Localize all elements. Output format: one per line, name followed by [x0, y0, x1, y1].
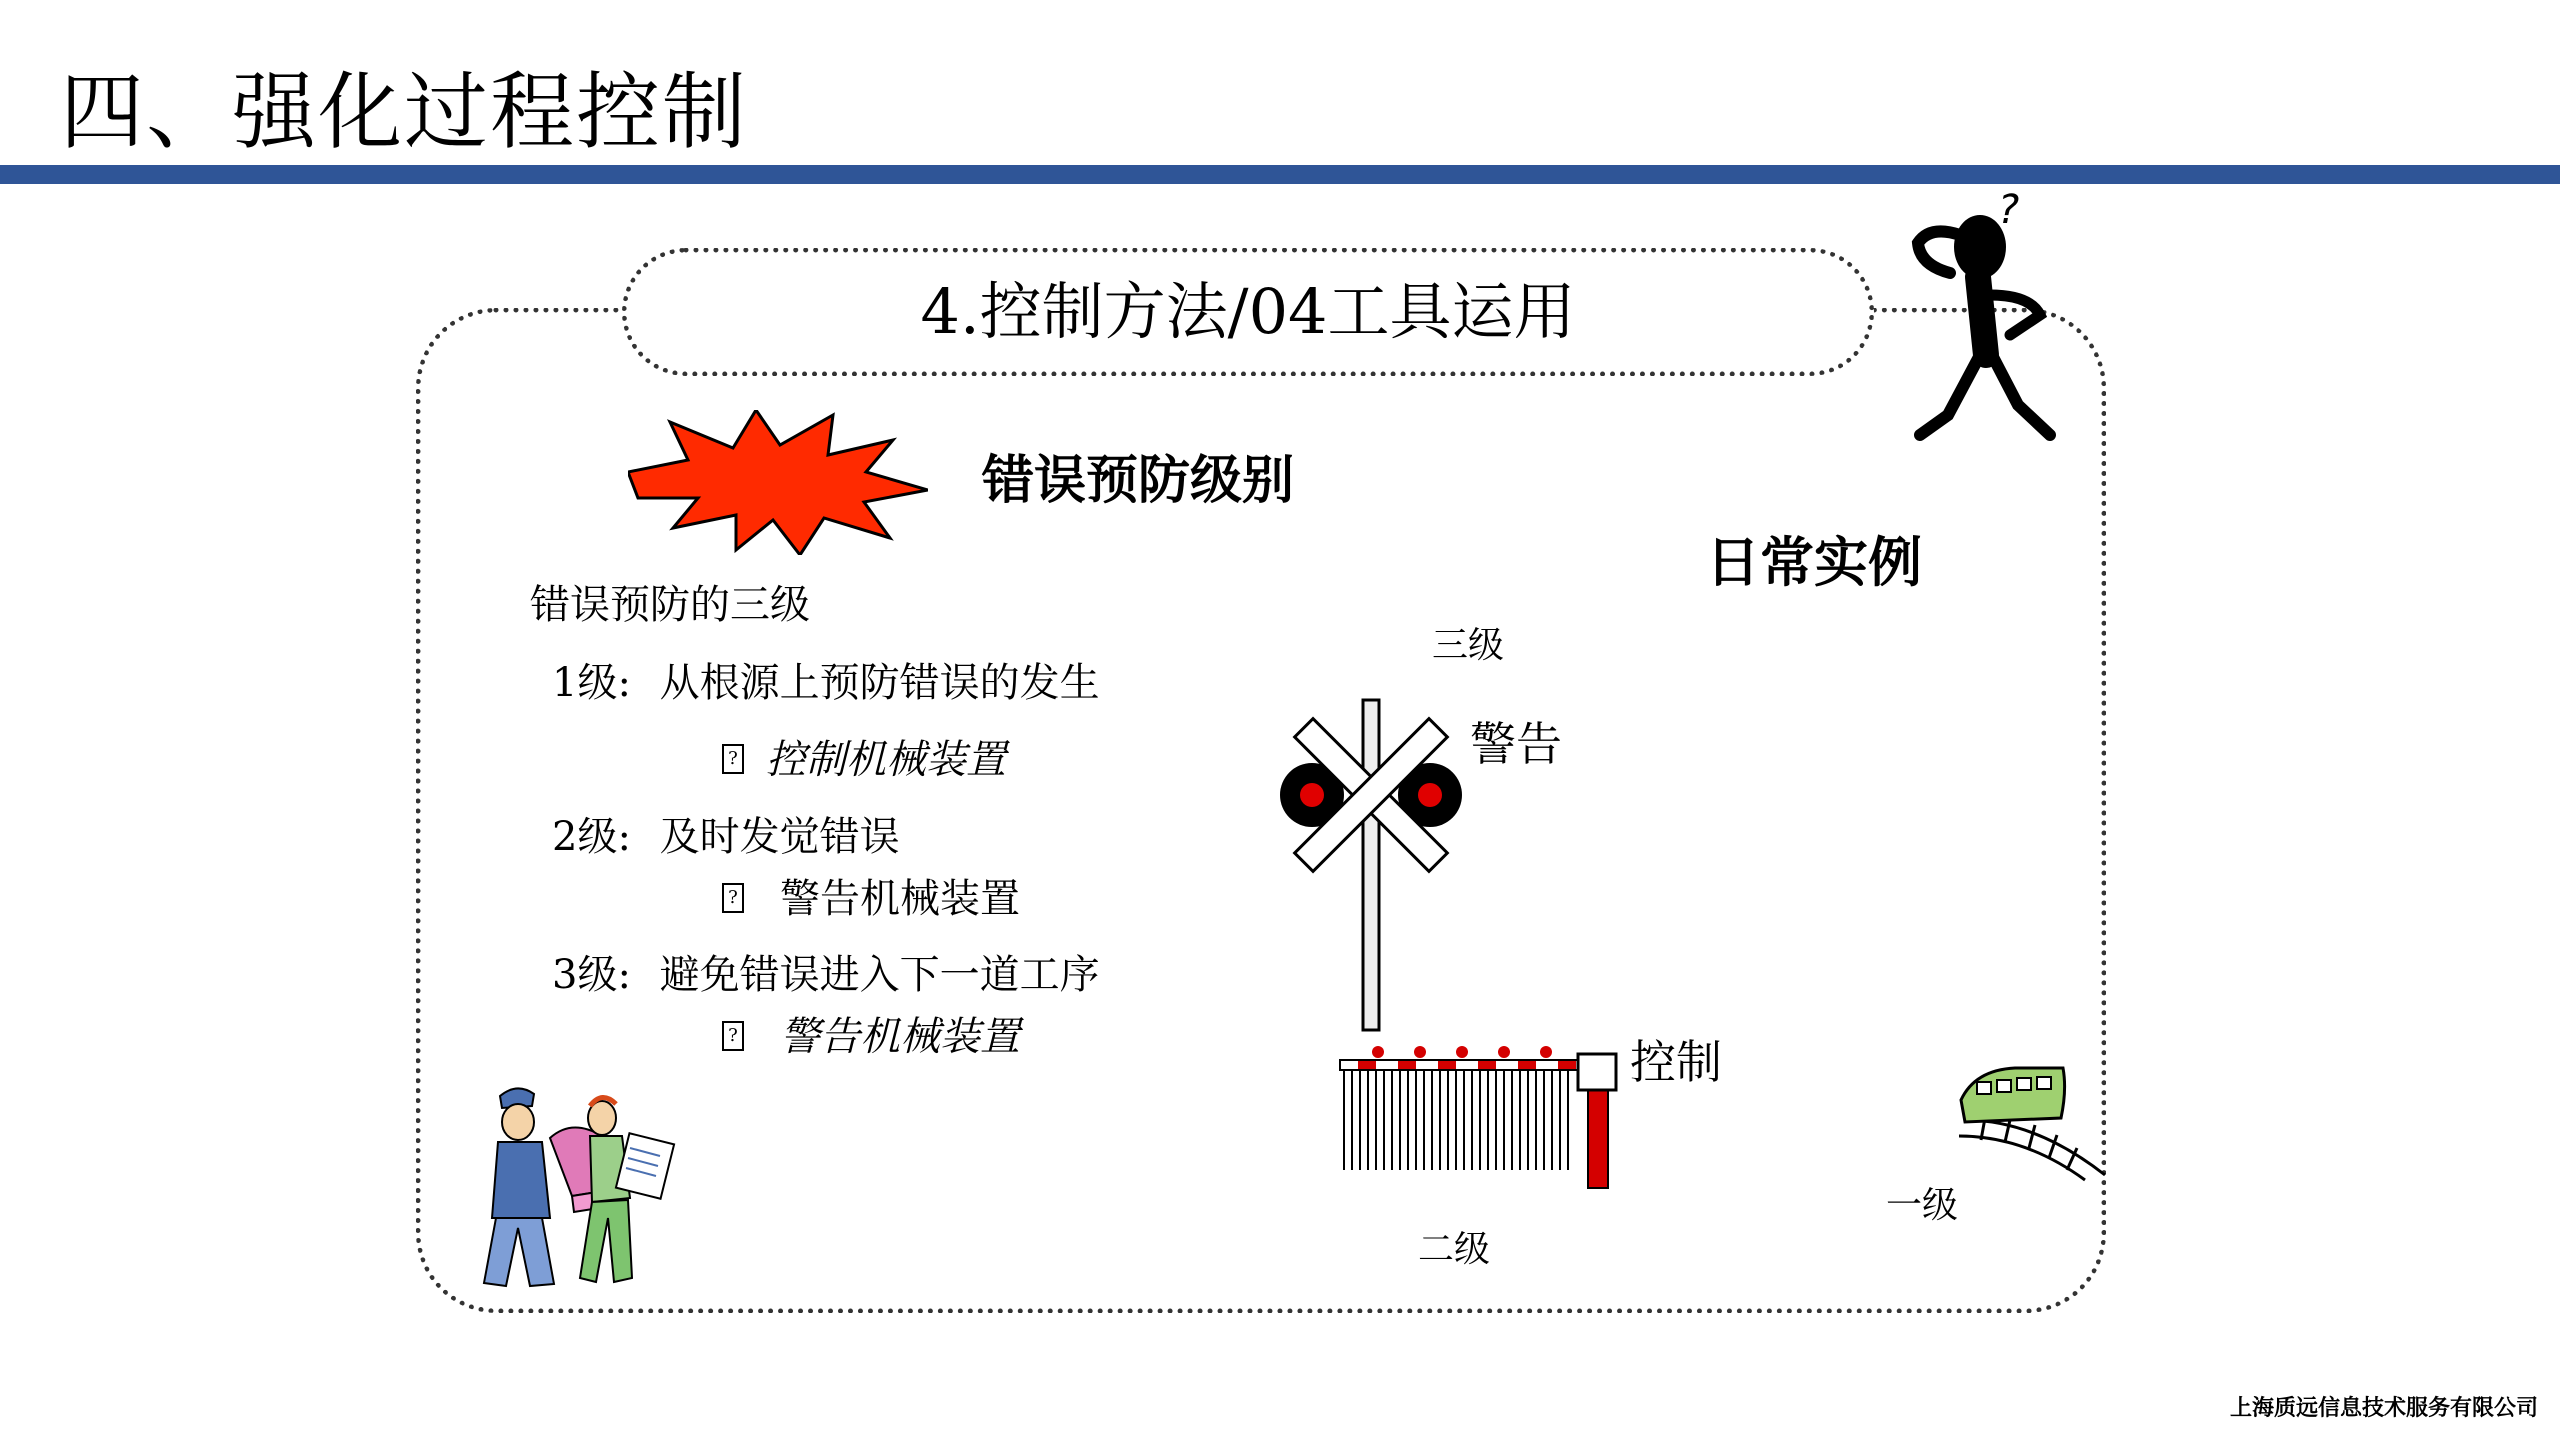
- detail-text: 警告机械装置: [780, 876, 1020, 922]
- detail-text: 警告机械装置: [780, 1014, 1020, 1060]
- train-icon: [1955, 1060, 2115, 1180]
- level-text: 从根源上预防错误的发生: [659, 660, 1100, 706]
- section-title: 4.控制方法/04工具运用: [920, 275, 1576, 348]
- starburst-icon: [628, 410, 928, 555]
- barrier-gate-icon: [1338, 1040, 1624, 1190]
- thinking-person-icon: [1890, 185, 2070, 445]
- detail-text: 控制机械装置: [766, 737, 1006, 783]
- level-label: 3级:: [552, 952, 631, 998]
- list-item-detail: [722, 874, 1020, 924]
- label-level3: 三级: [1432, 625, 1505, 666]
- bullet-icon: ?: [722, 744, 744, 774]
- level-label: 1级:: [552, 660, 631, 706]
- level-text: 避免错误进入下一道工序: [659, 952, 1100, 998]
- list-item: [552, 658, 1100, 708]
- list-intro: 错误预防的三级: [530, 582, 810, 628]
- bullet-icon: ?: [722, 883, 744, 913]
- level-label: 2级:: [552, 814, 631, 860]
- bullet-icon: ?: [722, 1021, 744, 1051]
- question-mark-icon: ?: [1998, 187, 2020, 233]
- list-item: [552, 812, 900, 862]
- label-level1: 一级: [1886, 1185, 1959, 1226]
- slide-title: 四、强化过程控制: [60, 63, 749, 161]
- railroad-crossing-signal-icon: [1270, 700, 1470, 1030]
- footer-company: 上海质远信息技术服务有限公司: [2229, 1395, 2538, 1421]
- list-item-detail: [722, 1012, 1020, 1062]
- level-text: 及时发觉错误: [659, 814, 900, 860]
- label-level2: 二级: [1418, 1229, 1491, 1270]
- section-title-box: [622, 248, 1874, 376]
- workers-carrying-chair-icon: [472, 1078, 682, 1298]
- list-item: [552, 950, 1100, 1000]
- label-control: 控制: [1630, 1035, 1722, 1089]
- label-warning: 警告: [1470, 717, 1562, 771]
- error-prevention-levels-heading: 错误预防级别: [982, 451, 1295, 511]
- daily-examples-heading: 日常实例: [1706, 531, 1922, 594]
- title-bar: [0, 165, 2560, 184]
- list-item-detail: [722, 735, 1006, 785]
